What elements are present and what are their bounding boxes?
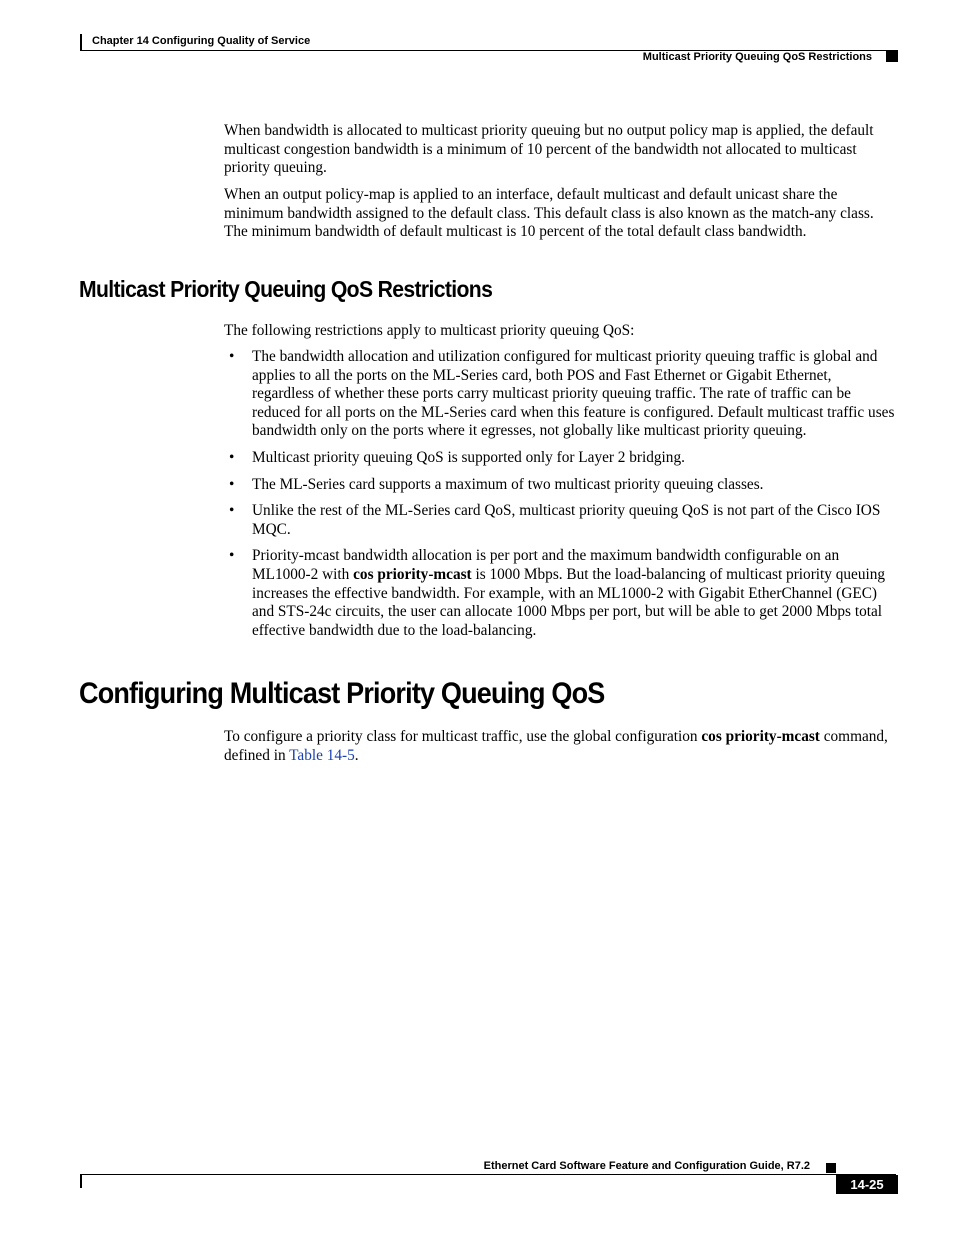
intro-paragraph-1: When bandwidth is allocated to multicast priority queuing but no output policy map is applied, the default multicast congestion bandwidth is a minimum of 10 percent of the bandwidth not allocated to multicast priority queuing. — [224, 122, 874, 177]
bullet-icon: • — [229, 502, 235, 520]
list-item-text: Multicast priority queuing QoS is supported only for Layer 2 bridging. — [252, 448, 685, 466]
footer-book-title: Ethernet Card Software Feature and Configuration Guide, R7.2 — [483, 1160, 810, 1172]
list-item-text — [252, 547, 885, 638]
configuring-text-middle: command, defined in — [224, 728, 888, 764]
running-header-section: Multicast Priority Queuing QoS Restrictions — [642, 51, 872, 63]
footer-tick — [80, 1174, 82, 1188]
page-number: 14-25 — [836, 1175, 898, 1194]
list-item — [224, 502, 896, 539]
list-item — [224, 547, 896, 640]
restrictions-list — [224, 348, 896, 648]
table-reference-link[interactable]: Table 14-5 — [289, 746, 355, 764]
footer-rule — [80, 1174, 896, 1175]
list-item-text: Unlike the rest of the ML-Series card QoS, multicast priority queuing QoS is not part of the Cisco IOS MQC. — [252, 502, 881, 538]
intro-paragraph-2: When an output policy-map is applied to an interface, default multicast and default unicast share the minimum bandwidth assigned to the default class. This default class is also known as the match-any class. The minimum bandwidth of default multicast is 10 percent of the total default class bandwidth. — [224, 186, 874, 241]
restrictions-lead: The following restrictions apply to multicast priority queuing QoS: — [224, 322, 635, 339]
section-heading-configuring: Configuring Multicast Priority Queuing QoS — [79, 677, 605, 710]
bullet-icon: • — [229, 448, 235, 466]
list-item — [224, 348, 896, 441]
command-keyword: cos priority-mcast — [701, 728, 820, 745]
list-item-text: The bandwidth allocation and utilization configured for multicast priority queuing traffic is global and applies to all the ports on the ML-Series card, both POS and Fast Ethernet or Gigabit Ethernet, regardless of whether these ports carry multicast priority queuing traffic. The rate of traffic can be reduced for all ports on the ML-Series card when this feature is configured. Default multicast traffic uses bandwidth only on the ports where it egresses, not globally like multicast priority queuing. — [252, 348, 895, 440]
configuring-text-before: To configure a priority class for multicast traffic, use the global configuration — [224, 728, 702, 745]
section-heading-restrictions: Multicast Priority Queuing QoS Restrictions — [79, 276, 493, 302]
item5-text-before: Priority-mcast bandwidth allocation is per port and the maximum bandwidth configurable on an ML1000-2 with — [252, 547, 840, 583]
item5-text-after: is 1000 Mbps. But the load-balancing of multicast priority queuing increases the effective bandwidth. For example, with an ML1000-2 with Gigabit EtherChannel (GEC) and STS-24c circuits, the user can allocate 1000 Mbps per port, but will be able to get 2000 Mbps total effective bandwidth due to the load-balancing. — [252, 565, 886, 639]
list-item — [224, 476, 896, 495]
header-marker-block — [886, 50, 898, 62]
running-header-chapter: Chapter 14 Configuring Quality of Service — [80, 34, 310, 51]
command-keyword: cos priority-mcast — [353, 565, 472, 583]
bullet-icon: • — [229, 475, 235, 493]
list-item-text: The ML-Series card supports a maximum of two multicast priority queuing classes. — [252, 475, 764, 493]
bullet-icon: • — [229, 547, 235, 565]
bullet-icon: • — [229, 348, 235, 365]
list-item — [224, 449, 896, 468]
configuring-paragraph — [224, 728, 896, 765]
configuring-text-after: . — [354, 746, 359, 764]
footer-marker-block — [826, 1163, 836, 1173]
